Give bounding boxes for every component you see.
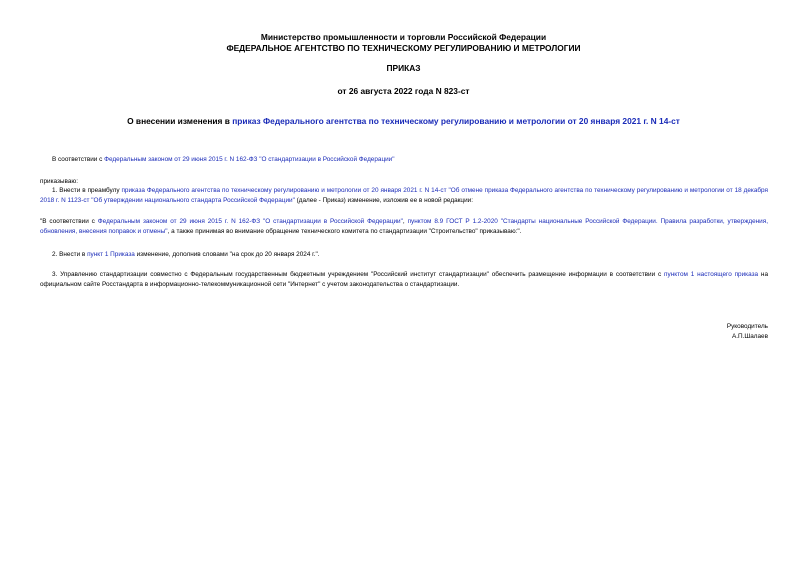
item-1-text-a: 1. Внести в преамбулу: [52, 187, 122, 194]
quote-text-b: ,: [402, 218, 408, 225]
ministry-heading: Министерство промышленности и торговли Российской Федерации: [260, 32, 547, 42]
item-2-paragraph: [40, 250, 768, 260]
item-3-point-link[interactable]: пунктом 1 настоящего приказа: [664, 271, 759, 278]
document-title: [0, 116, 807, 126]
item-3-text-a: 3. Управлению стандартизации совместно с Федеральным государственным бюджетным учреждением "Российский институт стандартизации" обеспечить размещение информации в соответствии с: [52, 271, 665, 278]
preamble-law-link[interactable]: Федеральным законом от 29 июня 2015 г. N 162-ФЗ "О стандартизации в Российской Федерации": [104, 156, 395, 163]
item-2-point-link[interactable]: пункт 1 Приказа: [87, 251, 135, 258]
title-prefix: О внесении изменения в: [127, 116, 233, 126]
quote-gost-link[interactable]: пунктом 8.9 ГОСТ Р 1.2-2020 "Стандарты национальные Российской Федерации. Правила разработки, утверждения, обновления, внесения поправок и отмены": [40, 218, 768, 236]
signature-role: Руководитель: [726, 323, 768, 330]
item-3-text-b: на официальном сайте Росстандарта в информационно-телекоммуникационной сети "Интернет" с учетом законодательства о стандартизации.: [40, 271, 768, 289]
quote-text-a: "В соответствии с: [40, 218, 98, 225]
item-2-text-b: изменение, дополнив словами "на срок до 20 января 2024 г.".: [134, 251, 320, 258]
quote-paragraph: [40, 217, 768, 238]
item-1-order-link[interactable]: приказа Федерального агентства по техническому регулированию и метрологии от 20 января 2021 г. N 14-ст "Об отмене приказа Федерального агентства по техническому регулированию и метрологии от 18 декабря 2018 г. N 1123-ст "Об утверждении национального стандарта Российской Федерации": [40, 187, 768, 205]
title-link[interactable]: приказ Федерального агентства по техническому регулированию и метрологии от 20 января 2021 г. N 14-ст: [232, 116, 680, 126]
preamble-paragraph: [40, 155, 768, 165]
signature-name: А.П.Шалаев: [731, 333, 768, 340]
preamble-prefix: В соответствии с: [52, 156, 105, 163]
item-3-paragraph: [40, 270, 768, 291]
quote-text-c: , а также принимая во внимание обращение технического комитета по стандартизации "Строительство" приказываю:".: [167, 228, 522, 236]
item-1-paragraph: [40, 186, 768, 207]
agency-heading: ФЕДЕРАЛЬНОЕ АГЕНТСТВО ПО ТЕХНИЧЕСКОМУ РЕГУЛИРОВАНИЮ И МЕТРОЛОГИИ: [226, 43, 581, 53]
item-1-text-b: (далее - Приказ) изменение, изложив ее в новой редакции:: [294, 197, 473, 205]
item-2-text-a: 2. Внести в: [52, 251, 88, 258]
doc-type-heading: ПРИКАЗ: [386, 63, 421, 73]
date-number-heading: от 26 августа 2022 года N 823-ст: [337, 86, 470, 96]
order-word: приказываю:: [40, 178, 78, 185]
quote-law-link[interactable]: Федеральным законом от 29 июня 2015 г. N 162-ФЗ "О стандартизации в Российской Федерации": [97, 218, 403, 225]
